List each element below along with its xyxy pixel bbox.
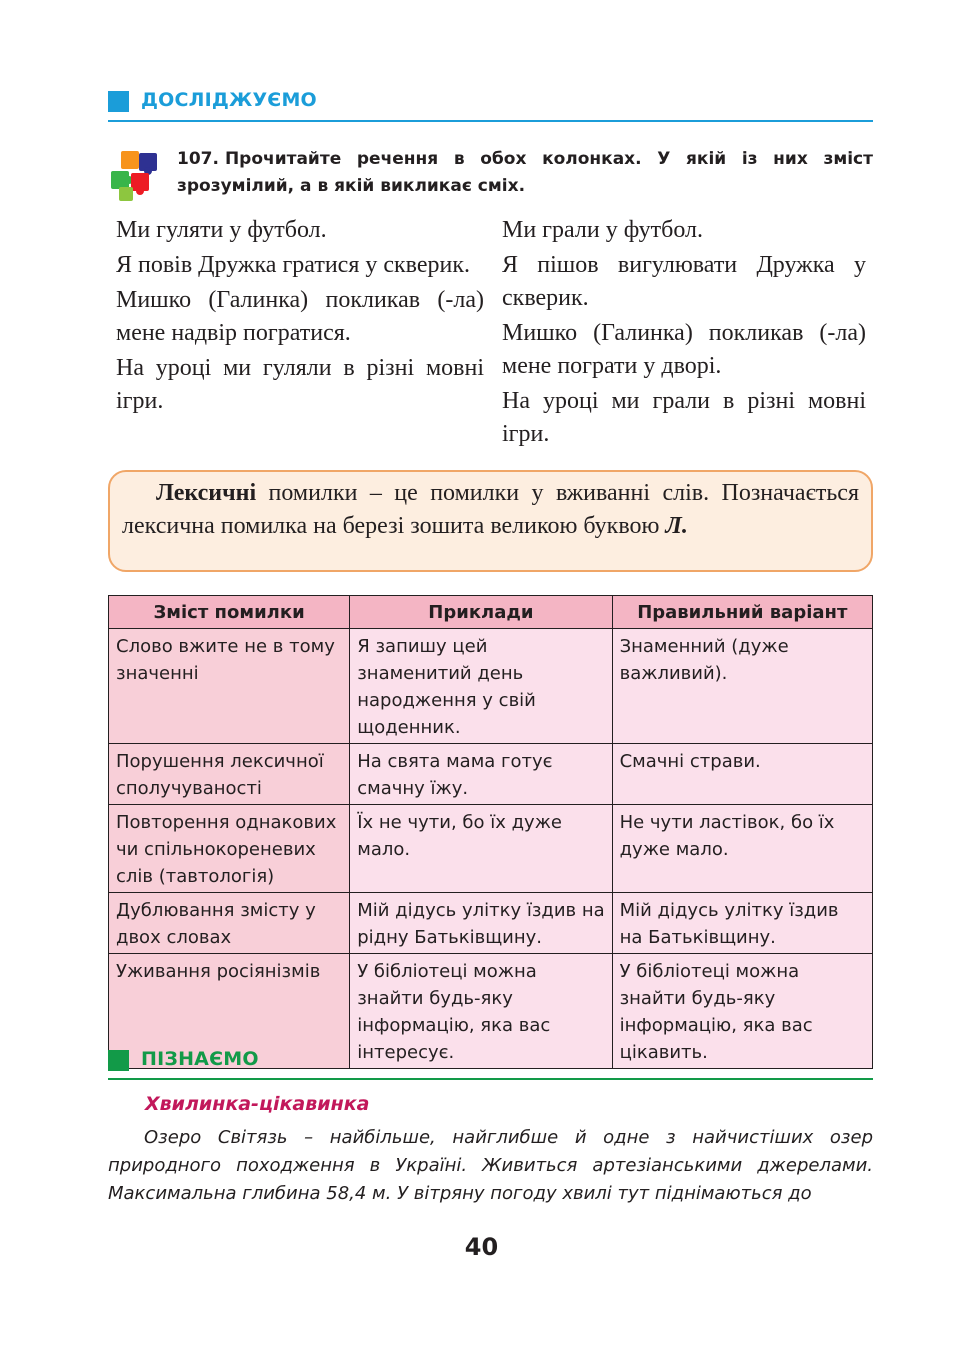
- table-cell: Смачні страви.: [612, 744, 872, 805]
- table-cell: Я запишу цей знаменитий день народження у свій щоденник.: [350, 629, 612, 744]
- section-title: ДОСЛІДЖУЄМО: [141, 89, 317, 111]
- table-header-row: [109, 596, 873, 629]
- section-header-learn: [108, 1048, 873, 1084]
- table-row: [109, 744, 873, 805]
- definition-term: Лексичні: [156, 480, 257, 506]
- sentence: Ми гуляти у футбол.: [116, 217, 327, 243]
- header-cell: Правильний варіант: [612, 596, 872, 629]
- header-cell: Приклади: [350, 596, 612, 629]
- left-column: [116, 214, 484, 420]
- exercise-text: Прочитайте речення в обох колонках. У якій із них зміст зрозумілий, а в якій викликає сміх.: [177, 149, 873, 196]
- section-rule: [108, 120, 873, 122]
- section-marker-square: [108, 1050, 129, 1071]
- table-row: [109, 893, 873, 954]
- sentence: На уроці ми гуляли в різні мовні ігри.: [116, 355, 484, 414]
- table-cell: Уживання росіянізмів: [109, 954, 350, 1069]
- table-cell: На свята мама готує смачну їжу.: [350, 744, 612, 805]
- table-cell: У бібліотеці можна знайти будь-яку інформацію, яка вас цікавить.: [612, 954, 872, 1069]
- puzzle-icon: [107, 147, 165, 205]
- table-cell: Слово вжите не в тому значенні: [109, 629, 350, 744]
- error-types-table: [108, 595, 873, 1069]
- table-cell: Знаменний (дуже важливий).: [612, 629, 872, 744]
- page-number: 40: [464, 1233, 499, 1261]
- section-marker-square: [108, 91, 129, 112]
- table-cell: Порушення лексичної сполучуваності: [109, 744, 350, 805]
- definition-box: [108, 470, 873, 572]
- fact-text: Озеро Світязь – найбільше, найглибше й одне з найчистіших озер природного походження в Україні. Живиться артезіанськими джерелами. Максимальна глибина 58,4 м. У вітряну погоду хвилі тут піднімаються до: [108, 1127, 873, 1204]
- header-cell: Зміст помилки: [109, 596, 350, 629]
- table-row: [109, 805, 873, 893]
- exercise-number: 107.: [177, 149, 219, 169]
- sentence: Я повів Дружка гратися у скверик.: [116, 252, 471, 278]
- sentence: На уроці ми грали в різні мовні ігри.: [502, 388, 866, 447]
- section-rule: [108, 1078, 873, 1080]
- table-cell: Мій дідусь улітку їздив на рідну Батьківщину.: [350, 893, 612, 954]
- table-cell: Повторення однакових чи спільнокореневих слів (тавтологія): [109, 805, 350, 893]
- sentence: Ми грали у футбол.: [502, 217, 704, 243]
- table-cell: Не чути ластівок, бо їх дуже мало.: [612, 805, 872, 893]
- sentence: Мишко (Галинка) покликав (-ла) мене надвір погратися.: [116, 287, 484, 346]
- table-row: [109, 629, 873, 744]
- section-title: ПІЗНАЄМО: [141, 1048, 259, 1070]
- right-column: [502, 214, 866, 453]
- table-cell: Їх не чути, бо їх дуже мало.: [350, 805, 612, 893]
- table-cell: Мій дідусь улітку їздив на Батьківщину.: [612, 893, 872, 954]
- fact-title: Хвилинка-цікавинка: [145, 1093, 370, 1115]
- sentence: Мишко (Галинка) покликав (-ла) мене пограти у дворі.: [502, 320, 866, 379]
- exercise-instruction: [177, 146, 873, 200]
- sentence: Я пішов вигулювати Дружка у скверик.: [502, 252, 866, 311]
- definition-text: помилки – це помилки у вживанні слів. Позначається лексична помилка на березі зошита великою буквою: [122, 480, 859, 539]
- table-cell: Дублювання змісту у двох словах: [109, 893, 350, 954]
- table-cell: У бібліотеці можна знайти будь-яку інформацію, яка вас інтересує.: [350, 954, 612, 1069]
- definition-marker: Л.: [665, 513, 688, 539]
- section-header-research: [108, 89, 873, 125]
